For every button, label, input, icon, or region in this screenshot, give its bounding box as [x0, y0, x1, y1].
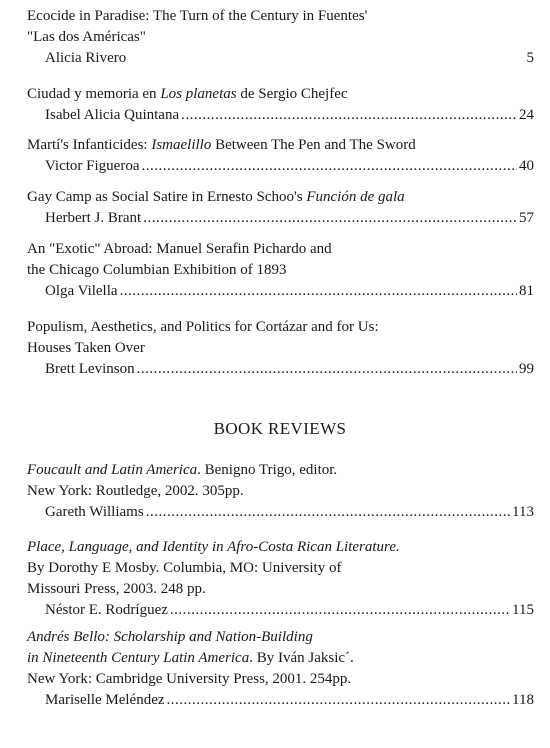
title-text: New York: Routledge, 2002. 305pp.: [27, 483, 244, 499]
article-entry: [27, 239, 534, 302]
review-title-line: [27, 627, 534, 648]
title-text: "Las dos Américas": [27, 29, 146, 45]
title-text: the Chicago Columbian Exhibition of 1893: [27, 262, 287, 278]
title-text: Ecocide in Paradise: The Turn of the Century in Fuentes': [27, 8, 368, 24]
page-number: 113: [512, 504, 534, 520]
title-text: Between The Pen and The Sword: [211, 137, 416, 153]
review-title-line: [27, 460, 534, 481]
review-entry: [27, 537, 534, 621]
title-text: An "Exotic" Abroad: Manuel Serafin Pichardo and: [27, 241, 332, 257]
article-title-line: [27, 338, 534, 359]
author-name: Victor Figueroa: [45, 158, 140, 174]
article-author-row: [27, 281, 534, 302]
article-title-line: [27, 317, 534, 338]
article-title-line: [27, 135, 534, 156]
review-title-line: [27, 558, 534, 579]
article-author-row: [27, 156, 534, 177]
article-title-line: [27, 27, 534, 48]
page-number: 40: [519, 158, 534, 174]
article-entry: [27, 317, 534, 380]
article-title-line: [27, 260, 534, 281]
title-text: Gay Camp as Social Satire in Ernesto Schoo's: [27, 189, 307, 205]
author-name: Herbert J. Brant: [45, 210, 142, 226]
review-author-row: [27, 502, 534, 523]
article-author-row: [27, 105, 534, 126]
book-reviews-heading: BOOK REVIEWS: [213, 419, 347, 438]
article-author-row: [27, 48, 534, 69]
page-number: 81: [519, 283, 534, 299]
italic-title-text: Los planetas: [160, 86, 237, 102]
article-title-line: [27, 239, 534, 260]
author-name: Gareth Williams: [45, 504, 144, 520]
page-number: 24: [519, 107, 534, 123]
dot-leader: [181, 105, 517, 126]
title-text: By Dorothy E Mosby. Columbia, MO: University of: [27, 560, 342, 576]
author-name: Isabel Alicia Quintana: [45, 107, 180, 123]
review-entry: [27, 460, 534, 523]
title-text: de Sergio Chejfec: [236, 86, 348, 102]
title-text: New York: Cambridge University Press, 2001. 254pp.: [27, 671, 352, 687]
page-number: 99: [519, 361, 534, 377]
title-text: Houses Taken Over: [27, 340, 145, 356]
review-author-row: [27, 690, 534, 711]
page-number: 115: [512, 602, 534, 618]
italic-title-text: Place, Language, and Identity in Afro-Costa Rican Literature.: [27, 539, 400, 555]
dot-leader: [142, 156, 518, 177]
author-name: Brett Levinson: [45, 361, 135, 377]
italic-title-text: Foucault and Latin America: [27, 462, 198, 478]
article-title-line: [27, 187, 534, 208]
author-name: Olga Vilella: [45, 283, 118, 299]
title-text: . Benigno Trigo, editor.: [197, 462, 338, 478]
title-text: . By Iván Jaksic´.: [249, 650, 354, 666]
italic-title-text: Andrés Bello: Scholarship and Nation-Building: [27, 629, 313, 645]
review-title-line: [27, 481, 534, 502]
article-author-row: [27, 359, 534, 380]
dot-leader: [146, 502, 510, 523]
italic-title-text: in Nineteenth Century Latin America: [27, 650, 250, 666]
dot-leader: [137, 359, 517, 380]
review-title-line: [27, 669, 534, 690]
article-entry: [27, 6, 534, 69]
article-entry: [27, 84, 534, 126]
author-name: Néstor E. Rodríguez: [45, 602, 168, 618]
page-number: 118: [512, 692, 534, 708]
dot-leader: [167, 690, 511, 711]
review-title-line: [27, 648, 534, 669]
article-author-row: [27, 208, 534, 229]
dot-leader: [143, 208, 517, 229]
author-name: Mariselle Meléndez: [45, 692, 165, 708]
dot-leader: [120, 281, 517, 302]
page-number: 57: [519, 210, 534, 226]
italic-title-text: Ismaelillo: [151, 137, 212, 153]
article-title-line: [27, 84, 534, 105]
article-entry: [27, 187, 534, 229]
review-title-line: [27, 537, 534, 558]
article-entry: [27, 135, 534, 177]
author-name: Alicia Rivero: [45, 50, 127, 66]
title-text: Missouri Press, 2003. 248 pp.: [27, 581, 206, 597]
article-title-line: [27, 6, 534, 27]
title-text: Populism, Aesthetics, and Politics for Cortázar and for Us:: [27, 319, 379, 335]
review-author-row: [27, 600, 534, 621]
italic-title-text: Función de gala: [306, 189, 405, 205]
review-title-line: [27, 579, 534, 600]
title-text: Ciudad y memoria en: [27, 86, 161, 102]
page-number: 5: [526, 50, 534, 66]
title-text: Martí's Infanticides:: [27, 137, 152, 153]
dot-leader: [170, 600, 510, 621]
review-entry: [27, 627, 534, 711]
